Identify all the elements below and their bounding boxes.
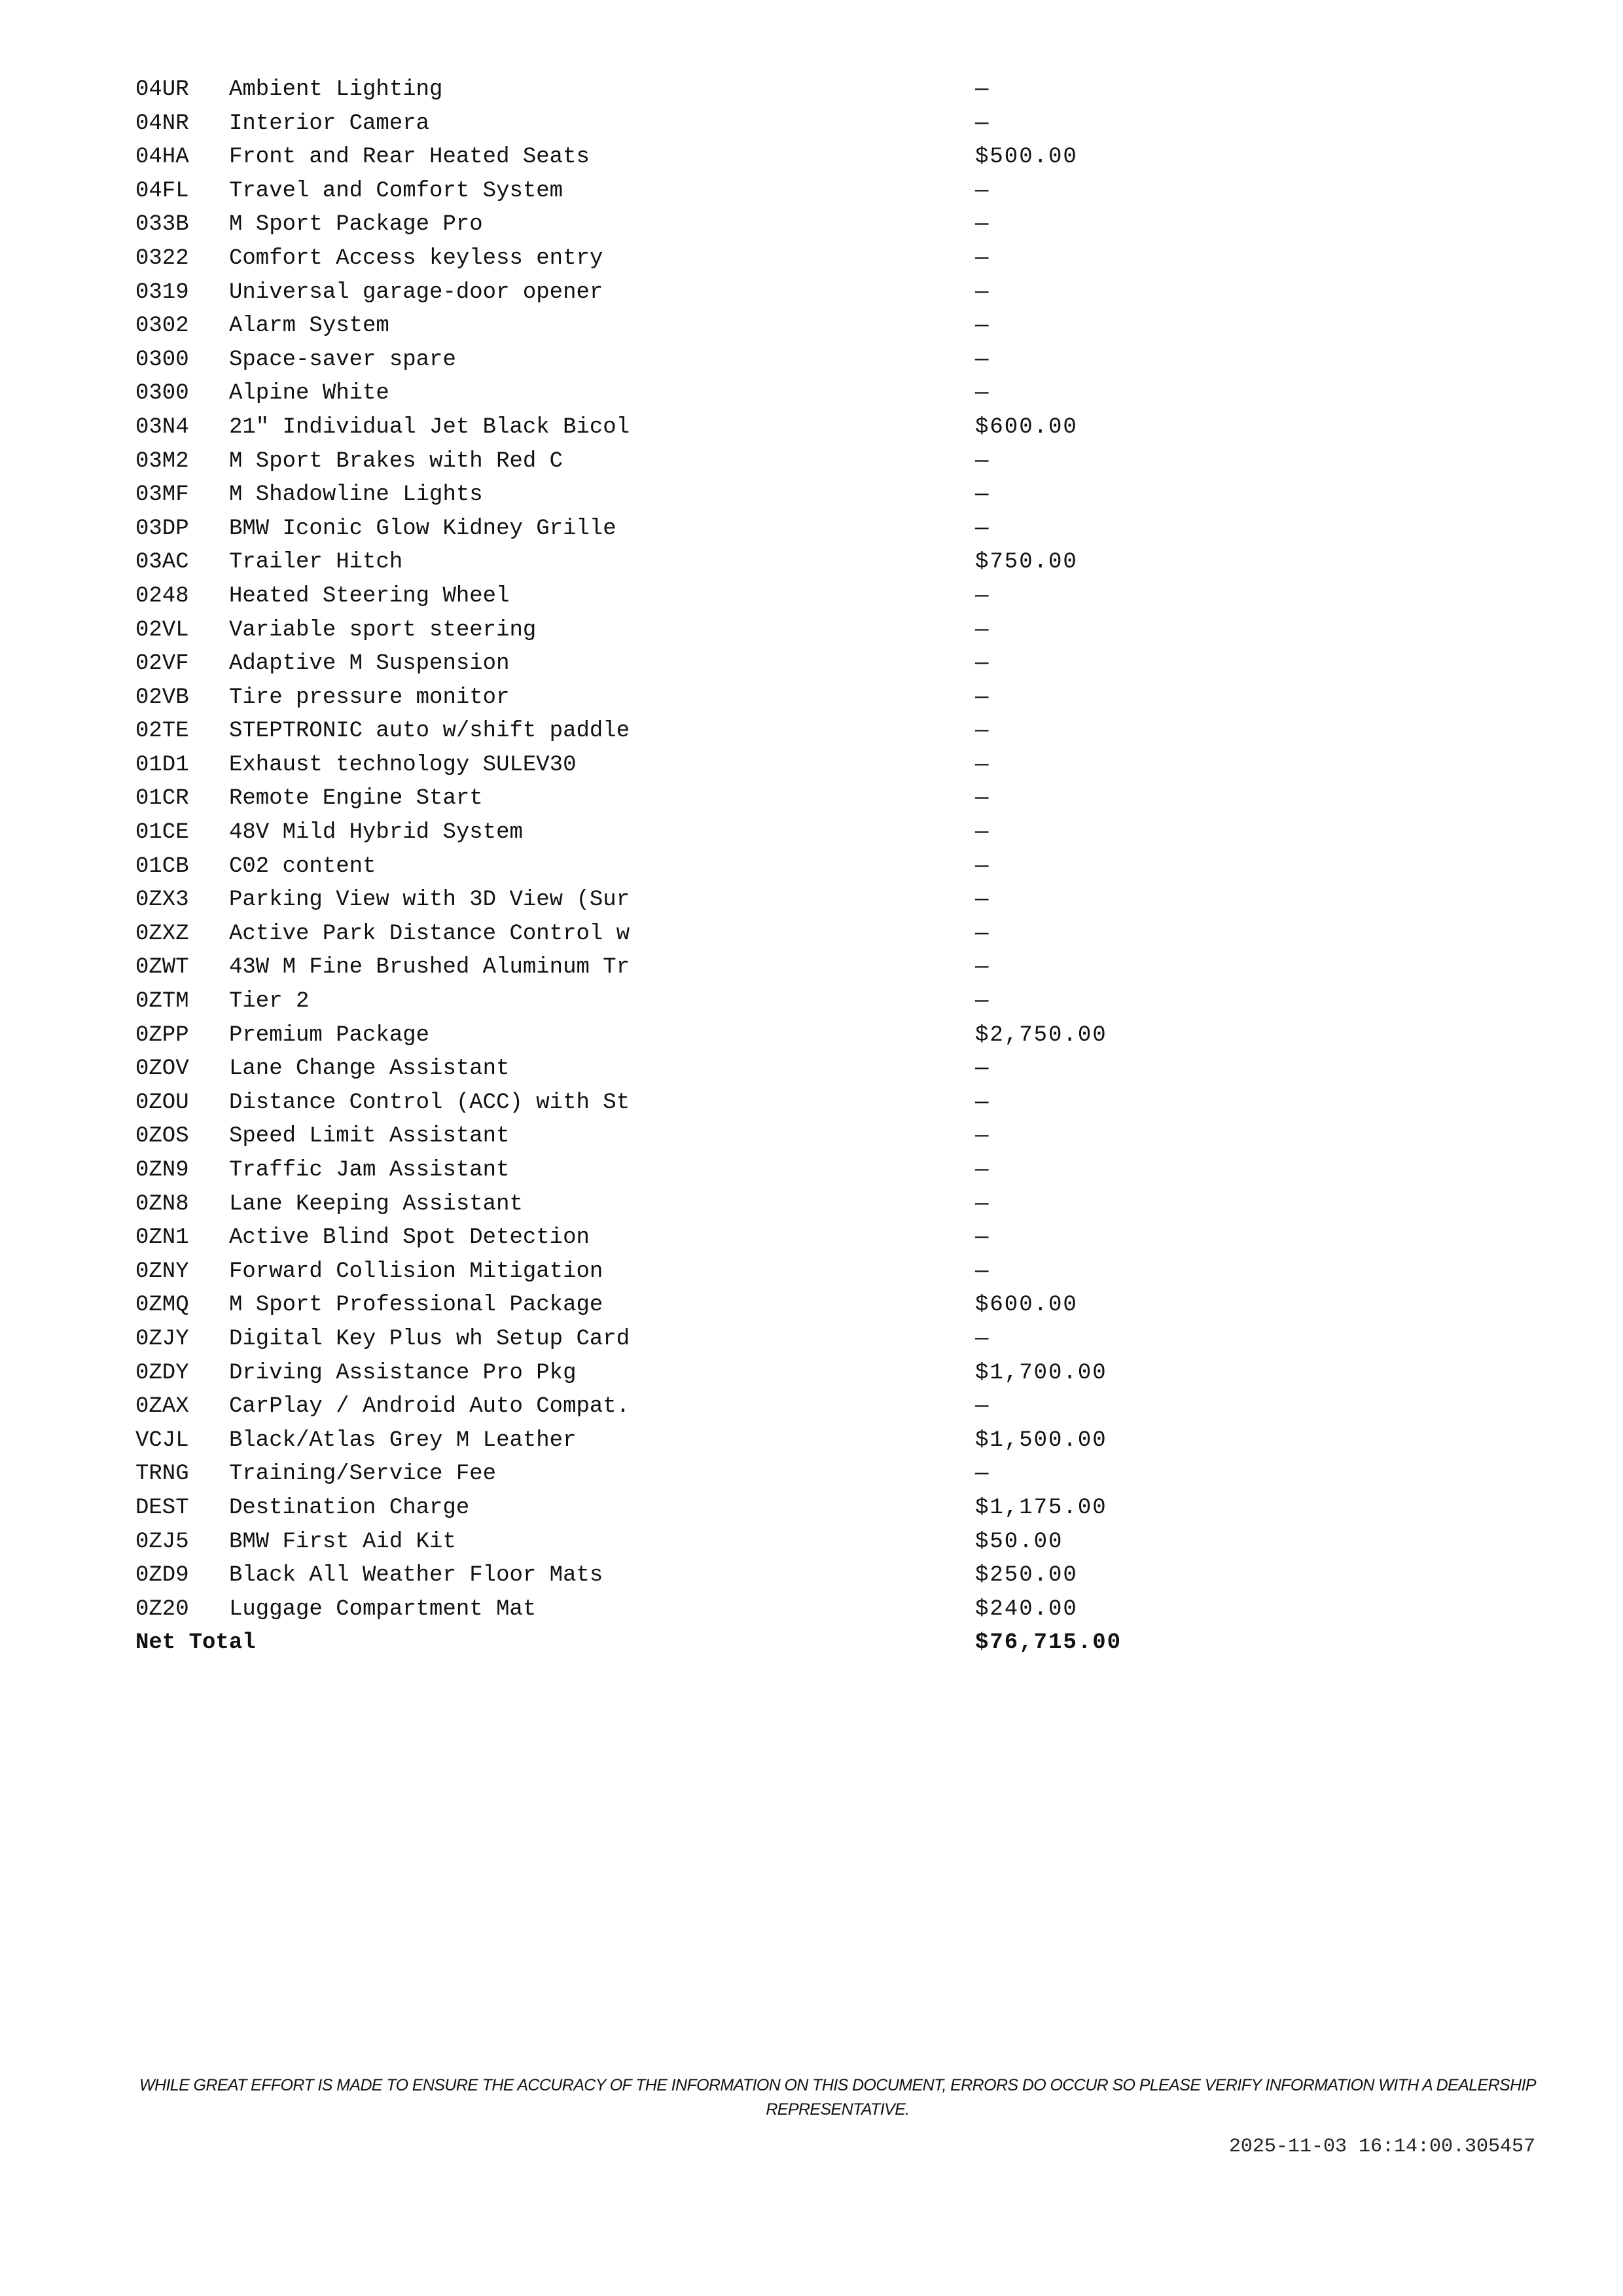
option-code: 0ZJ5 xyxy=(135,1529,189,1554)
option-description: C02 content xyxy=(229,853,376,879)
option-description: Heated Steering Wheel xyxy=(229,583,510,609)
option-description: BMW First Aid Kit xyxy=(229,1529,456,1554)
line-item-row xyxy=(135,1527,1248,1561)
option-description: Remote Engine Start xyxy=(229,786,483,812)
option-code: 04NR xyxy=(135,111,189,136)
option-code: 0ZAX xyxy=(135,1394,189,1420)
option-code: 01CB xyxy=(135,853,189,879)
option-price: $500.00 xyxy=(975,145,1078,170)
option-code: 0302 xyxy=(135,314,189,339)
line-item-row xyxy=(135,1560,1248,1594)
option-description: Speed Limit Assistant xyxy=(229,1124,510,1149)
option-price: $250.00 xyxy=(975,1563,1078,1588)
line-item-row xyxy=(135,311,1248,345)
option-code: 0300 xyxy=(135,381,189,406)
option-code: 0Z20 xyxy=(135,1596,189,1622)
option-description: Alarm System xyxy=(229,314,389,339)
line-item-row xyxy=(135,817,1248,852)
option-description: BMW Iconic Glow Kidney Grille xyxy=(229,516,616,541)
line-item-row xyxy=(135,1257,1248,1291)
option-price: $750.00 xyxy=(975,550,1078,575)
option-description: M Shadowline Lights xyxy=(229,482,483,508)
option-price: — xyxy=(975,583,990,609)
line-item-row xyxy=(135,1290,1248,1324)
option-code: 0ZTM xyxy=(135,989,189,1014)
option-code: 0ZDY xyxy=(135,1360,189,1386)
option-code: 02VL xyxy=(135,617,189,643)
option-code: 033B xyxy=(135,212,189,238)
option-description: Black All Weather Floor Mats xyxy=(229,1563,603,1588)
option-description: Active Blind Spot Detection xyxy=(229,1225,590,1251)
line-item-row xyxy=(135,581,1248,615)
option-price: — xyxy=(975,888,990,913)
line-item-row xyxy=(135,1426,1248,1460)
option-description: M Sport Professional Package xyxy=(229,1293,603,1318)
option-price: — xyxy=(975,314,990,339)
option-price: — xyxy=(975,617,990,643)
option-code: 0ZWT xyxy=(135,955,189,980)
option-code: 01CE xyxy=(135,820,189,846)
option-description: Trailer Hitch xyxy=(229,550,403,575)
line-item-row xyxy=(135,1594,1248,1628)
option-code: 02TE xyxy=(135,719,189,744)
option-description: STEPTRONIC auto w/shift paddle xyxy=(229,719,630,744)
option-description: Travel and Comfort System xyxy=(229,178,563,204)
option-price: — xyxy=(975,1158,990,1183)
option-code: 0ZPP xyxy=(135,1022,189,1048)
option-price: — xyxy=(975,719,990,744)
option-price: — xyxy=(975,685,990,710)
option-price: — xyxy=(975,178,990,204)
option-price: — xyxy=(975,1225,990,1251)
line-item-row xyxy=(135,142,1248,176)
option-price: — xyxy=(975,1326,990,1352)
option-price: $600.00 xyxy=(975,1293,1078,1318)
line-item-row xyxy=(135,1391,1248,1426)
option-code: 0ZOU xyxy=(135,1090,189,1115)
option-description: Lane Keeping Assistant xyxy=(229,1191,523,1217)
option-price: — xyxy=(975,786,990,812)
line-item-row xyxy=(135,378,1248,412)
option-price: $1,700.00 xyxy=(975,1360,1107,1386)
option-price: — xyxy=(975,347,990,372)
option-price: — xyxy=(975,245,990,271)
option-description: Ambient Lighting xyxy=(229,77,443,102)
option-description: Traffic Jam Assistant xyxy=(229,1158,510,1183)
option-price: — xyxy=(975,1462,990,1487)
line-item-row xyxy=(135,952,1248,986)
option-code: 0ZN1 xyxy=(135,1225,189,1251)
option-description: Comfort Access keyless entry xyxy=(229,245,603,271)
option-code: 0ZX3 xyxy=(135,888,189,913)
option-description: Lane Change Assistant xyxy=(229,1056,510,1082)
option-price: — xyxy=(975,1191,990,1217)
option-description: Luggage Compartment Mat xyxy=(229,1596,537,1622)
line-item-row xyxy=(135,919,1248,953)
option-code: 03M2 xyxy=(135,448,189,474)
option-price: — xyxy=(975,381,990,406)
option-description: Active Park Distance Control w xyxy=(229,921,630,946)
option-code: 03MF xyxy=(135,482,189,508)
line-item-row xyxy=(135,1155,1248,1189)
option-code: 0ZOV xyxy=(135,1056,189,1082)
option-code: 0ZNY xyxy=(135,1259,189,1284)
line-item-row xyxy=(135,716,1248,750)
option-code: VCJL xyxy=(135,1427,189,1453)
option-code: DEST xyxy=(135,1495,189,1520)
option-code: 0ZXZ xyxy=(135,921,189,946)
option-code: TRNG xyxy=(135,1462,189,1487)
net-total-row xyxy=(135,1628,1248,1662)
option-price: — xyxy=(975,1259,990,1284)
option-code: 03AC xyxy=(135,550,189,575)
option-price: — xyxy=(975,1090,990,1115)
option-code: 0319 xyxy=(135,279,189,305)
line-item-row xyxy=(135,209,1248,243)
disclaimer-text: WHILE GREAT EFFORT IS MADE TO ENSURE THE ACCURACY OF THE INFORMATION ON THIS DOCUMENT, ERRORS DO OCCUR SO PLEASE VERIFY INFORMATION WITH A DEALERSHIP REPRESENTATIVE. xyxy=(139,2076,1536,2119)
option-description: M Sport Brakes with Red C xyxy=(229,448,563,474)
line-item-row xyxy=(135,1088,1248,1122)
option-code: 04HA xyxy=(135,145,189,170)
option-description: 43W M Fine Brushed Aluminum Tr xyxy=(229,955,630,980)
option-price: — xyxy=(975,77,990,102)
line-item-row xyxy=(135,1358,1248,1392)
option-price: — xyxy=(975,1124,990,1149)
option-price: — xyxy=(975,448,990,474)
option-code: 04FL xyxy=(135,178,189,204)
option-description: Distance Control (ACC) with St xyxy=(229,1090,630,1115)
option-price: — xyxy=(975,212,990,238)
option-price: — xyxy=(975,279,990,305)
line-item-row xyxy=(135,176,1248,210)
option-description: Forward Collision Mitigation xyxy=(229,1259,603,1284)
option-price: $2,750.00 xyxy=(975,1022,1107,1048)
option-description: Universal garage-door opener xyxy=(229,279,603,305)
option-code: 0ZMQ xyxy=(135,1293,189,1318)
option-description: Driving Assistance Pro Pkg xyxy=(229,1360,577,1386)
option-price: — xyxy=(975,651,990,677)
net-total-label: Net Total xyxy=(135,1630,256,1656)
line-item-row xyxy=(135,986,1248,1020)
option-code: 02VB xyxy=(135,685,189,710)
option-description: Black/Atlas Grey M Leather xyxy=(229,1427,577,1453)
option-description: Space-saver spare xyxy=(229,347,456,372)
line-item-row xyxy=(135,1493,1248,1527)
option-price: — xyxy=(975,516,990,541)
option-price: $50.00 xyxy=(975,1529,1063,1554)
line-item-row xyxy=(135,547,1248,581)
option-price: $600.00 xyxy=(975,414,1078,440)
generated-timestamp: 2025-11-03 16:14:00.305457 xyxy=(1228,2136,1535,2158)
line-item-row xyxy=(135,783,1248,817)
option-price: — xyxy=(975,921,990,946)
option-description: Variable sport steering xyxy=(229,617,537,643)
line-item-row xyxy=(135,278,1248,312)
line-item-row xyxy=(135,243,1248,278)
option-description: Alpine White xyxy=(229,381,389,406)
option-description: 21" Individual Jet Black Bicol xyxy=(229,414,630,440)
option-price: — xyxy=(975,111,990,136)
option-price: $1,175.00 xyxy=(975,1495,1107,1520)
option-code: 04UR xyxy=(135,77,189,102)
option-description: Tier 2 xyxy=(229,989,310,1014)
option-code: 0ZOS xyxy=(135,1124,189,1149)
line-item-row xyxy=(135,750,1248,784)
line-item-row xyxy=(135,480,1248,514)
option-description: Parking View with 3D View (Sur xyxy=(229,888,630,913)
option-price: — xyxy=(975,820,990,846)
line-item-row xyxy=(135,1324,1248,1358)
line-item-row xyxy=(135,1121,1248,1155)
line-item-row xyxy=(135,1189,1248,1223)
option-code: 01CR xyxy=(135,786,189,812)
line-item-row xyxy=(135,1223,1248,1257)
line-item-row xyxy=(135,1020,1248,1054)
option-price: — xyxy=(975,1394,990,1420)
line-item-row xyxy=(135,649,1248,683)
option-code: 02VF xyxy=(135,651,189,677)
option-price: — xyxy=(975,752,990,778)
option-description: 48V Mild Hybrid System xyxy=(229,820,523,846)
option-price: — xyxy=(975,955,990,980)
option-price: — xyxy=(975,853,990,879)
option-description: Training/Service Fee xyxy=(229,1462,497,1487)
option-description: Adaptive M Suspension xyxy=(229,651,510,677)
net-total-value: $76,715.00 xyxy=(975,1630,1122,1656)
line-item-row xyxy=(135,75,1248,109)
option-description: Interior Camera xyxy=(229,111,430,136)
option-description: Front and Rear Heated Seats xyxy=(229,145,590,170)
option-code: 01D1 xyxy=(135,752,189,778)
line-item-row xyxy=(135,683,1248,717)
line-item-row xyxy=(135,852,1248,886)
option-price: $1,500.00 xyxy=(975,1427,1107,1453)
option-description: CarPlay / Android Auto Compat. xyxy=(229,1394,630,1420)
line-item-row xyxy=(135,412,1248,446)
line-item-row xyxy=(135,446,1248,480)
option-price: $240.00 xyxy=(975,1596,1078,1622)
option-price: — xyxy=(975,1056,990,1082)
option-description: Tire pressure monitor xyxy=(229,685,510,710)
option-price: — xyxy=(975,989,990,1014)
line-item-row xyxy=(135,1054,1248,1088)
line-items-table xyxy=(135,75,1248,1662)
line-item-row xyxy=(135,345,1248,379)
option-description: Exhaust technology SULEV30 xyxy=(229,752,577,778)
option-description: Digital Key Plus wh Setup Card xyxy=(229,1326,630,1352)
option-price: — xyxy=(975,482,990,508)
option-code: 0ZD9 xyxy=(135,1563,189,1588)
line-item-row xyxy=(135,885,1248,919)
option-code: 0ZN9 xyxy=(135,1158,189,1183)
option-description: Destination Charge xyxy=(229,1495,470,1520)
option-code: 0248 xyxy=(135,583,189,609)
line-item-row xyxy=(135,514,1248,548)
option-code: 0300 xyxy=(135,347,189,372)
option-description: M Sport Package Pro xyxy=(229,212,483,238)
line-item-row xyxy=(135,615,1248,649)
option-code: 03N4 xyxy=(135,414,189,440)
line-item-row xyxy=(135,109,1248,143)
line-item-row xyxy=(135,1459,1248,1493)
option-code: 0ZN8 xyxy=(135,1191,189,1217)
option-code: 03DP xyxy=(135,516,189,541)
option-code: 0ZJY xyxy=(135,1326,189,1352)
option-description: Premium Package xyxy=(229,1022,430,1048)
option-code: 0322 xyxy=(135,245,189,271)
